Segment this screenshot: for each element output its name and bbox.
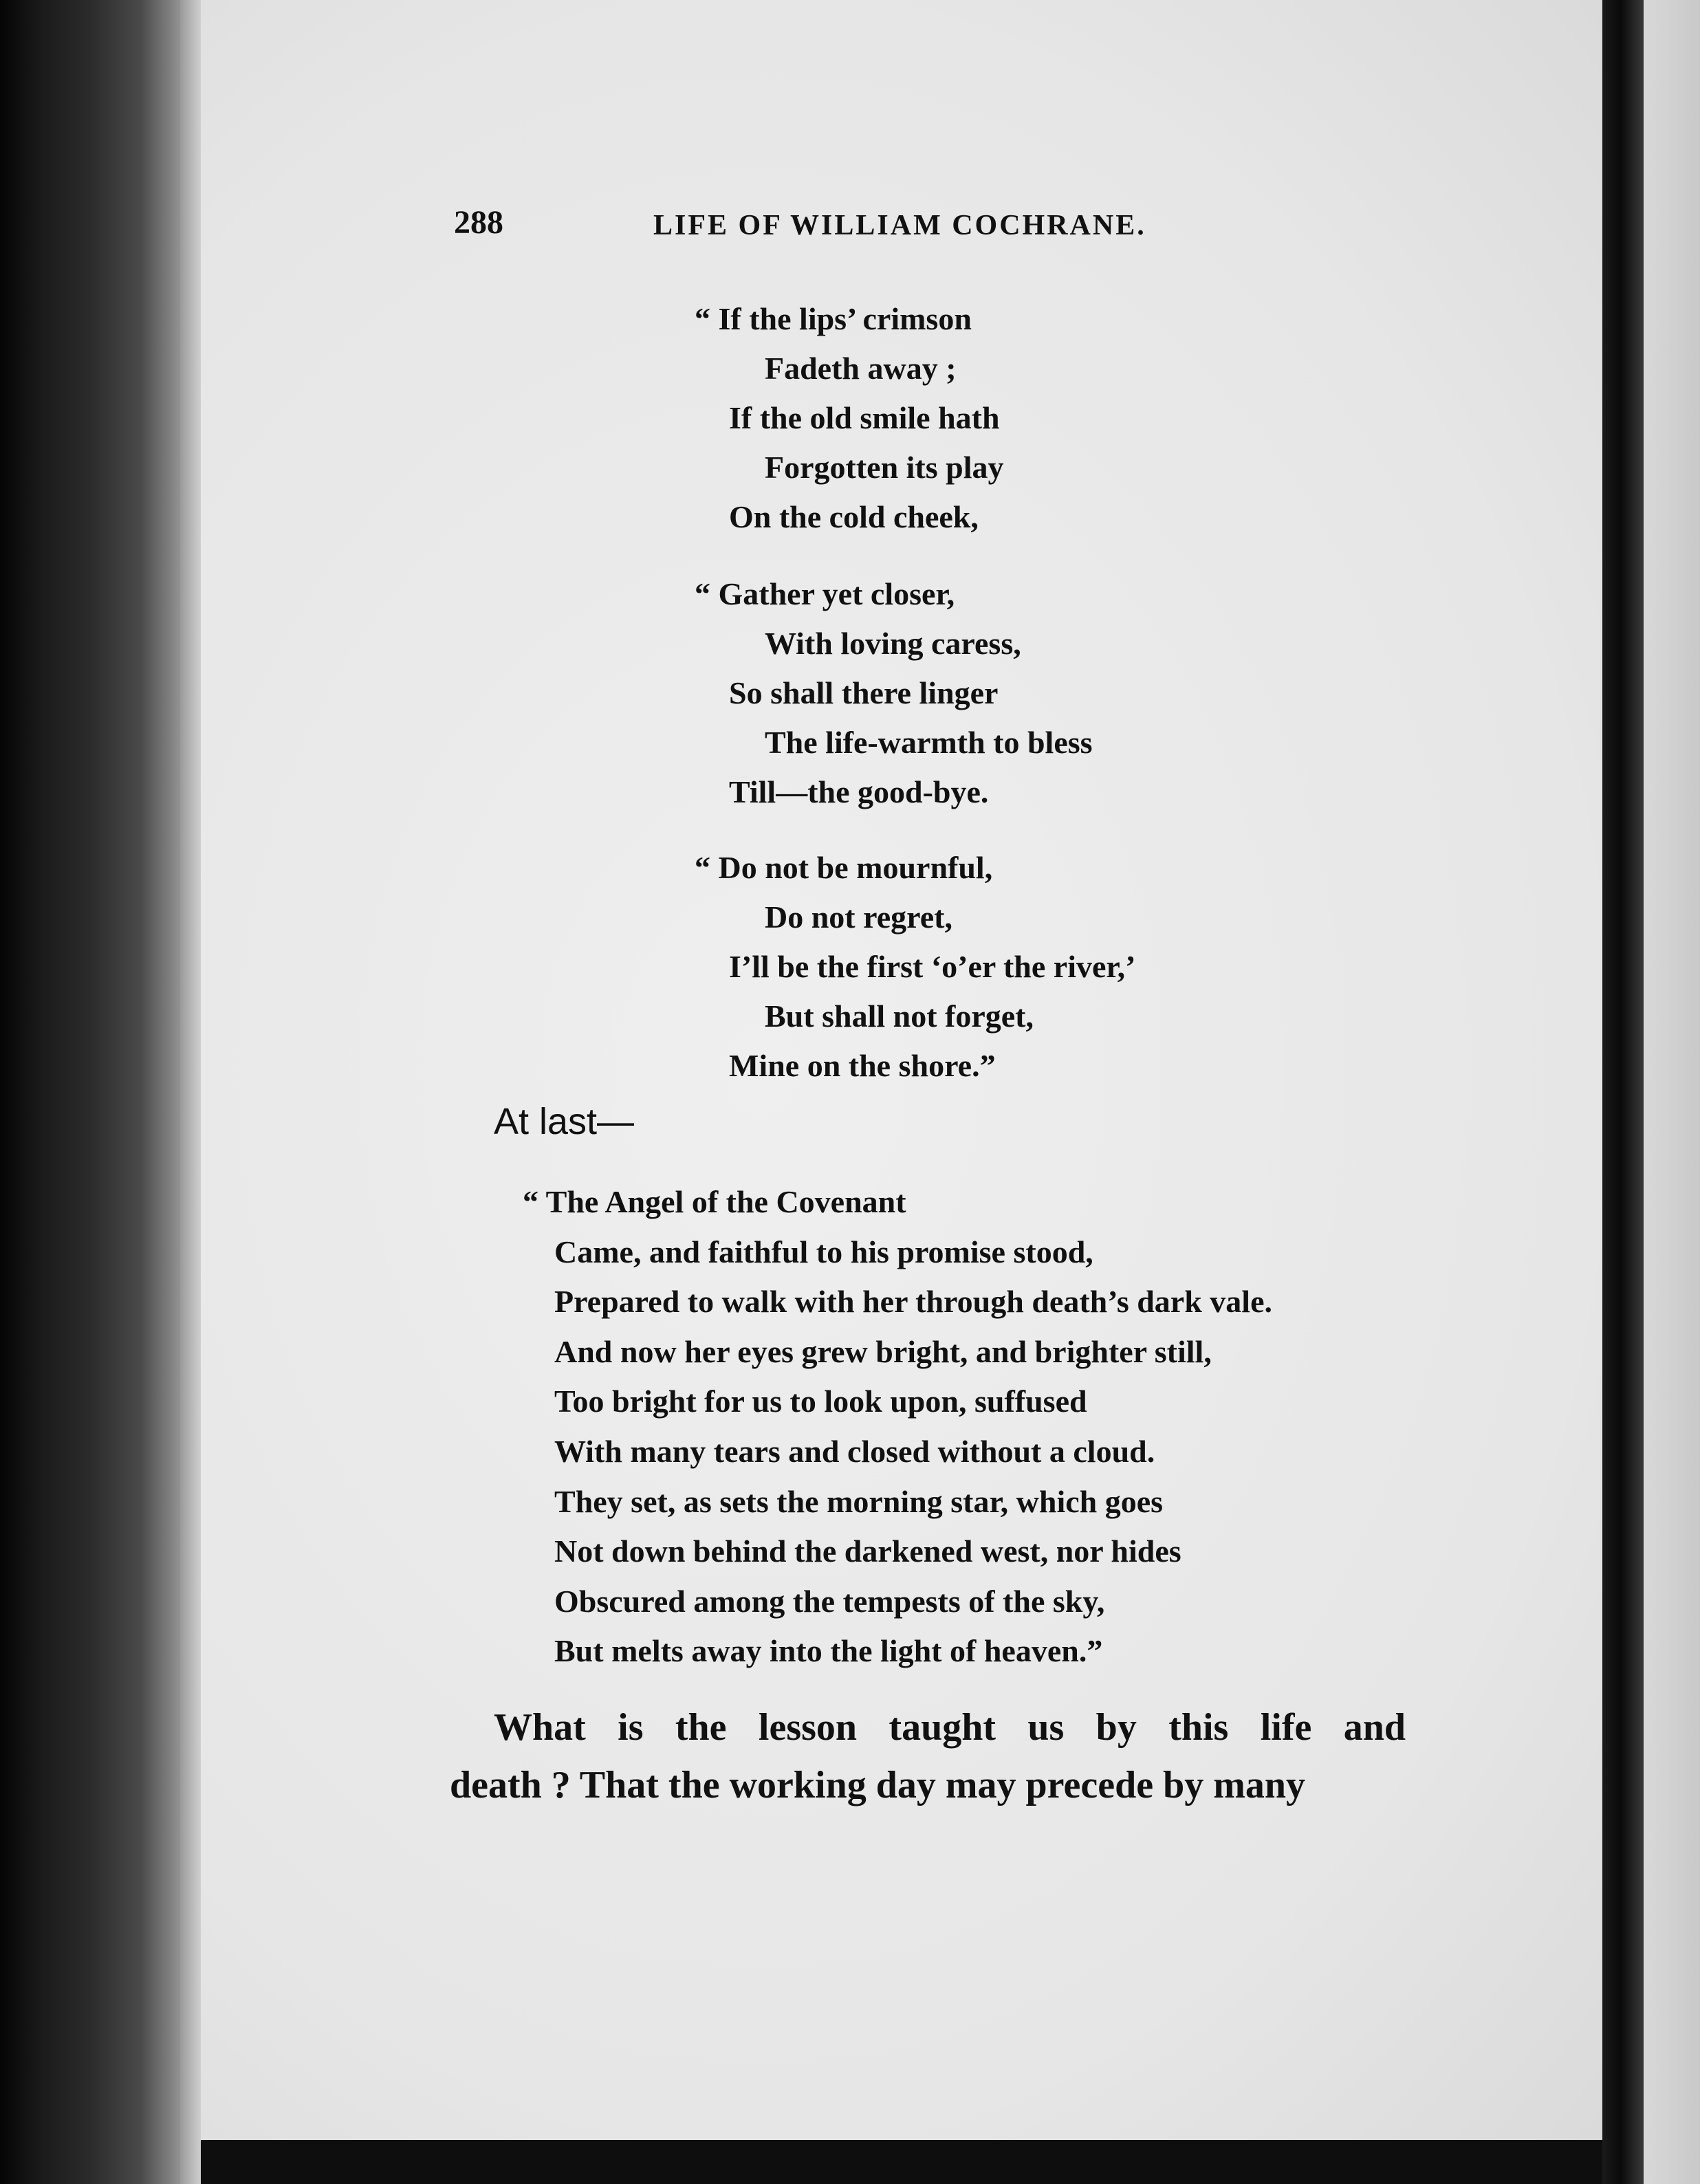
page-right-edge <box>1602 0 1644 2184</box>
quote-line: And now her eyes grew bright, and brighter still, <box>554 1333 1212 1369</box>
page-gutter-edge <box>180 0 201 2184</box>
poem-line: With loving caress, <box>765 626 1021 661</box>
quote-line: “ The Angel of the Covenant <box>523 1184 906 1219</box>
poem-line: “ If the lips’ crimson <box>695 301 972 336</box>
quote-line: They set, as sets the morning star, which goes <box>554 1483 1164 1519</box>
poem-line: I’ll be the first ‘o’er the river,’ <box>729 949 1136 984</box>
quote-line: Too bright for us to look upon, suffused <box>554 1384 1087 1419</box>
page-header <box>454 204 1224 259</box>
running-head: LIFE OF WILLIAM COCHRANE. <box>653 210 1146 241</box>
poem-line: So shall there linger <box>729 675 999 710</box>
poem-line: But shall not forget, <box>765 998 1034 1034</box>
poem-line: Till—the good-bye. <box>729 774 989 809</box>
poem-line: If the old smile hath <box>729 400 1000 435</box>
quote-line: With many tears and closed without a cloud. <box>554 1433 1155 1469</box>
poem-stanza-1 <box>695 294 1004 542</box>
poem-stanza-2 <box>695 569 1093 817</box>
at-last-text: At last— <box>494 1101 635 1142</box>
poem-line: Fadeth away ; <box>765 351 957 386</box>
quote-line: But melts away into the light of heaven.” <box>554 1633 1103 1669</box>
poem-line: Forgotten its play <box>765 450 1004 485</box>
book-spine <box>0 0 201 2184</box>
next-page-sliver <box>1644 0 1700 2184</box>
body-paragraph <box>450 1699 1406 1814</box>
quote-line: Obscured among the tempests of the sky, <box>554 1583 1105 1619</box>
quote-line: Came, and faithful to his promise stood, <box>554 1234 1093 1269</box>
poem-line: Do not regret, <box>765 899 952 935</box>
poem-line: “ Do not be mournful, <box>695 850 993 885</box>
poem-line: “ Gather yet closer, <box>695 576 955 611</box>
poem-line: The life-warmth to bless <box>765 725 1093 760</box>
poem-stanza-3 <box>695 843 1136 1091</box>
page-number: 288 <box>454 204 503 241</box>
poem-line: Mine on the shore.” <box>729 1048 996 1083</box>
poem-line: On the cold cheek, <box>729 499 979 534</box>
quote-line: Not down behind the darkened west, nor hides <box>554 1533 1181 1569</box>
paragraph-line: death ? That the working day may precede by many <box>450 1764 1306 1806</box>
quote-line: Prepared to walk with her through death’s dark vale. <box>554 1284 1273 1320</box>
blank-verse-quote <box>523 1177 1272 1677</box>
paragraph-line: What is the lesson taught us by this life and <box>494 1706 1406 1749</box>
page-bottom-shadow <box>201 2140 1602 2184</box>
